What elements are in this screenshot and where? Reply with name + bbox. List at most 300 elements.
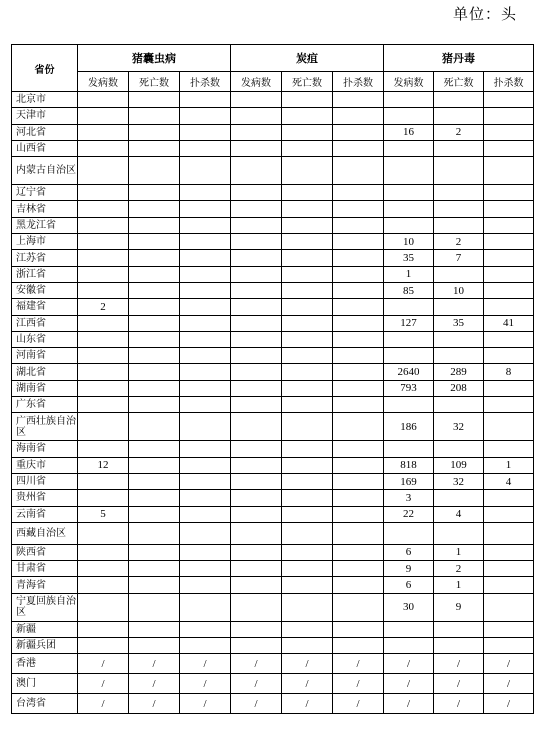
value-cell — [129, 331, 180, 347]
value-cell — [333, 413, 384, 441]
value-cell — [180, 201, 231, 217]
table-row — [12, 299, 534, 315]
province-name: 吉林省 — [12, 201, 78, 217]
province-name: 北京市 — [12, 92, 78, 108]
value-cell — [231, 266, 282, 282]
sub-header-cases: 发病数 — [78, 72, 129, 92]
value-cell — [333, 380, 384, 396]
value-cell — [282, 621, 333, 637]
value-cell — [129, 299, 180, 315]
value-cell — [384, 157, 434, 185]
value-cell — [231, 397, 282, 413]
value-cell — [282, 185, 333, 201]
value-cell — [78, 266, 129, 282]
value-cell — [78, 473, 129, 489]
value-cell — [231, 561, 282, 577]
value-cell — [384, 522, 434, 544]
value-cell — [231, 299, 282, 315]
value-cell — [129, 621, 180, 637]
value-cell — [180, 561, 231, 577]
value-cell — [333, 638, 384, 654]
value-cell — [129, 266, 180, 282]
table-row — [12, 217, 534, 233]
value-cell — [333, 124, 384, 140]
value-cell — [78, 638, 129, 654]
value-cell — [180, 124, 231, 140]
value-cell — [333, 234, 384, 250]
value-cell — [180, 638, 231, 654]
province-name: 重庆市 — [12, 457, 78, 473]
value-cell — [129, 577, 180, 593]
group-header-anthrax: 炭疽 — [231, 45, 384, 72]
value-cell: 9 — [434, 593, 484, 621]
disease-table — [11, 44, 534, 714]
value-cell — [129, 561, 180, 577]
value-cell — [78, 201, 129, 217]
value-cell — [78, 561, 129, 577]
value-cell — [129, 282, 180, 298]
value-cell — [78, 380, 129, 396]
value-cell — [333, 621, 384, 637]
table-row — [12, 201, 534, 217]
table-row — [12, 413, 534, 441]
province-name: 天津市 — [12, 108, 78, 124]
table-row — [12, 185, 534, 201]
value-cell — [129, 185, 180, 201]
table-row — [12, 92, 534, 108]
value-cell: 2640 — [384, 364, 434, 380]
value-cell: 1 — [434, 544, 484, 560]
value-cell — [78, 441, 129, 457]
value-cell — [231, 413, 282, 441]
value-cell: 208 — [434, 380, 484, 396]
value-cell — [434, 140, 484, 156]
table-row — [12, 490, 534, 506]
value-cell: 793 — [384, 380, 434, 396]
value-cell — [78, 522, 129, 544]
unit-label: 单位：头 — [452, 5, 517, 23]
province-name: 青海省 — [12, 577, 78, 593]
value-cell: / — [78, 654, 129, 674]
value-cell: 2 — [434, 561, 484, 577]
value-cell — [434, 108, 484, 124]
province-name: 西藏自治区 — [12, 522, 78, 544]
value-cell — [333, 397, 384, 413]
value-cell — [78, 140, 129, 156]
value-cell — [129, 124, 180, 140]
province-name: 澳门 — [12, 674, 78, 694]
table-row — [12, 457, 534, 473]
value-cell — [333, 92, 384, 108]
table-row — [12, 638, 534, 654]
value-cell — [333, 266, 384, 282]
table-row — [12, 674, 534, 694]
value-cell — [484, 140, 534, 156]
table-row — [12, 506, 534, 522]
value-cell — [78, 185, 129, 201]
value-cell — [282, 234, 333, 250]
table-row — [12, 124, 534, 140]
value-cell: 2 — [434, 124, 484, 140]
sub-header-culled: 扑杀数 — [180, 72, 231, 92]
value-cell — [484, 331, 534, 347]
value-cell — [78, 577, 129, 593]
value-cell — [484, 397, 534, 413]
value-cell — [129, 140, 180, 156]
province-name: 湖南省 — [12, 380, 78, 396]
value-cell — [180, 108, 231, 124]
value-cell — [434, 299, 484, 315]
province-name: 福建省 — [12, 299, 78, 315]
value-cell: 4 — [434, 506, 484, 522]
value-cell: 1 — [384, 266, 434, 282]
sub-header-deaths: 死亡数 — [434, 72, 484, 92]
table-row — [12, 140, 534, 156]
value-cell — [484, 234, 534, 250]
value-cell — [231, 234, 282, 250]
group-header-erysipelas: 猪丹毒 — [384, 45, 534, 72]
value-cell: 22 — [384, 506, 434, 522]
value-cell — [333, 506, 384, 522]
value-cell — [484, 441, 534, 457]
value-cell — [180, 234, 231, 250]
table-row — [12, 577, 534, 593]
value-cell — [231, 140, 282, 156]
value-cell — [78, 217, 129, 233]
value-cell: 127 — [384, 315, 434, 331]
value-cell — [484, 124, 534, 140]
value-cell — [484, 201, 534, 217]
value-cell — [180, 577, 231, 593]
value-cell — [384, 108, 434, 124]
value-cell — [231, 457, 282, 473]
value-cell: 5 — [78, 506, 129, 522]
value-cell — [333, 490, 384, 506]
value-cell — [484, 380, 534, 396]
value-cell — [180, 250, 231, 266]
value-cell: / — [434, 654, 484, 674]
value-cell — [333, 140, 384, 156]
value-cell: 16 — [384, 124, 434, 140]
province-name: 安徽省 — [12, 282, 78, 298]
province-header: 省份 — [12, 45, 78, 92]
value-cell — [484, 185, 534, 201]
value-cell — [484, 413, 534, 441]
province-name: 四川省 — [12, 473, 78, 489]
value-cell — [282, 348, 333, 364]
value-cell — [282, 217, 333, 233]
value-cell — [180, 380, 231, 396]
province-name: 河南省 — [12, 348, 78, 364]
value-cell: / — [180, 654, 231, 674]
value-cell — [282, 506, 333, 522]
value-cell — [282, 140, 333, 156]
value-cell — [129, 544, 180, 560]
sub-header-culled: 扑杀数 — [333, 72, 384, 92]
value-cell — [282, 201, 333, 217]
value-cell — [384, 397, 434, 413]
value-cell — [231, 282, 282, 298]
value-cell — [282, 593, 333, 621]
value-cell: / — [384, 654, 434, 674]
value-cell — [333, 364, 384, 380]
value-cell: 6 — [384, 577, 434, 593]
table-row — [12, 315, 534, 331]
value-cell — [282, 441, 333, 457]
value-cell — [180, 185, 231, 201]
table-row — [12, 234, 534, 250]
value-cell — [78, 282, 129, 298]
value-cell: 32 — [434, 473, 484, 489]
value-cell: 35 — [384, 250, 434, 266]
value-cell — [282, 413, 333, 441]
value-cell — [434, 441, 484, 457]
value-cell — [129, 157, 180, 185]
value-cell — [78, 621, 129, 637]
value-cell: / — [282, 674, 333, 694]
value-cell — [231, 506, 282, 522]
value-cell — [180, 544, 231, 560]
value-cell — [180, 140, 231, 156]
value-cell — [434, 157, 484, 185]
value-cell — [180, 266, 231, 282]
value-cell — [434, 217, 484, 233]
value-cell: 169 — [384, 473, 434, 489]
value-cell — [78, 315, 129, 331]
value-cell — [180, 522, 231, 544]
value-cell — [231, 92, 282, 108]
value-cell — [384, 185, 434, 201]
value-cell — [231, 364, 282, 380]
table-row — [12, 157, 534, 185]
value-cell: 41 — [484, 315, 534, 331]
value-cell — [231, 380, 282, 396]
value-cell — [333, 441, 384, 457]
value-cell — [282, 124, 333, 140]
value-cell — [434, 266, 484, 282]
value-cell: 2 — [434, 234, 484, 250]
value-cell — [333, 348, 384, 364]
table-row — [12, 441, 534, 457]
province-name: 山东省 — [12, 331, 78, 347]
value-cell — [231, 638, 282, 654]
value-cell — [129, 201, 180, 217]
value-cell — [180, 397, 231, 413]
province-name: 新疆兵团 — [12, 638, 78, 654]
value-cell — [231, 621, 282, 637]
value-cell — [333, 593, 384, 621]
value-cell — [384, 348, 434, 364]
province-name: 浙江省 — [12, 266, 78, 282]
value-cell: / — [434, 674, 484, 694]
value-cell: 109 — [434, 457, 484, 473]
value-cell: 10 — [434, 282, 484, 298]
value-cell — [231, 490, 282, 506]
value-cell: 2 — [78, 299, 129, 315]
province-name: 河北省 — [12, 124, 78, 140]
value-cell — [129, 457, 180, 473]
value-cell — [484, 522, 534, 544]
sub-header-culled: 扑杀数 — [484, 72, 534, 92]
value-cell — [384, 201, 434, 217]
value-cell — [282, 250, 333, 266]
value-cell — [129, 348, 180, 364]
value-cell — [129, 380, 180, 396]
value-cell: / — [282, 694, 333, 714]
value-cell: / — [180, 674, 231, 694]
value-cell: / — [231, 654, 282, 674]
value-cell — [129, 522, 180, 544]
value-cell — [78, 490, 129, 506]
value-cell — [333, 217, 384, 233]
value-cell — [180, 299, 231, 315]
value-cell — [180, 331, 231, 347]
province-name: 湖北省 — [12, 364, 78, 380]
province-name: 贵州省 — [12, 490, 78, 506]
value-cell — [180, 490, 231, 506]
value-cell — [78, 593, 129, 621]
value-cell — [333, 561, 384, 577]
value-cell — [282, 473, 333, 489]
province-name: 新疆 — [12, 621, 78, 637]
value-cell — [231, 593, 282, 621]
value-cell: 6 — [384, 544, 434, 560]
value-cell: 289 — [434, 364, 484, 380]
value-cell — [78, 397, 129, 413]
value-cell — [484, 250, 534, 266]
value-cell: 1 — [484, 457, 534, 473]
value-cell — [282, 577, 333, 593]
value-cell — [384, 441, 434, 457]
sub-header-cases: 发病数 — [384, 72, 434, 92]
value-cell — [434, 201, 484, 217]
value-cell — [384, 621, 434, 637]
value-cell — [231, 108, 282, 124]
value-cell: / — [129, 694, 180, 714]
table-row — [12, 621, 534, 637]
value-cell: 3 — [384, 490, 434, 506]
value-cell: 12 — [78, 457, 129, 473]
value-cell — [231, 250, 282, 266]
value-cell — [282, 266, 333, 282]
value-cell — [282, 638, 333, 654]
value-cell: 10 — [384, 234, 434, 250]
value-cell — [180, 457, 231, 473]
value-cell — [484, 157, 534, 185]
value-cell — [333, 250, 384, 266]
value-cell — [231, 473, 282, 489]
value-cell — [282, 315, 333, 331]
value-cell — [484, 544, 534, 560]
province-name: 云南省 — [12, 506, 78, 522]
value-cell: / — [333, 694, 384, 714]
value-cell — [231, 201, 282, 217]
value-cell — [231, 157, 282, 185]
sub-header-cases: 发病数 — [231, 72, 282, 92]
value-cell — [384, 299, 434, 315]
value-cell: 30 — [384, 593, 434, 621]
value-cell — [78, 124, 129, 140]
table-row — [12, 694, 534, 714]
value-cell — [78, 108, 129, 124]
value-cell — [129, 92, 180, 108]
province-name: 山西省 — [12, 140, 78, 156]
value-cell — [129, 441, 180, 457]
value-cell — [434, 638, 484, 654]
value-cell — [180, 593, 231, 621]
province-name: 黑龙江省 — [12, 217, 78, 233]
value-cell — [434, 522, 484, 544]
province-name: 广东省 — [12, 397, 78, 413]
table-row — [12, 331, 534, 347]
value-cell: 186 — [384, 413, 434, 441]
value-cell: 4 — [484, 473, 534, 489]
value-cell — [484, 266, 534, 282]
value-cell — [282, 108, 333, 124]
value-cell — [129, 217, 180, 233]
value-cell: 85 — [384, 282, 434, 298]
value-cell: / — [180, 694, 231, 714]
value-cell: / — [384, 694, 434, 714]
group-header-cysticercosis: 猪囊虫病 — [78, 45, 231, 72]
value-cell — [180, 157, 231, 185]
value-cell: 818 — [384, 457, 434, 473]
value-cell — [282, 299, 333, 315]
value-cell: / — [333, 654, 384, 674]
province-name: 香港 — [12, 654, 78, 674]
value-cell: / — [434, 694, 484, 714]
value-cell — [333, 299, 384, 315]
value-cell — [484, 217, 534, 233]
value-cell — [282, 331, 333, 347]
value-cell — [78, 348, 129, 364]
table-row — [12, 364, 534, 380]
table-row — [12, 522, 534, 544]
value-cell — [78, 331, 129, 347]
value-cell — [180, 621, 231, 637]
value-cell — [333, 108, 384, 124]
value-cell — [282, 397, 333, 413]
value-cell — [231, 348, 282, 364]
value-cell — [129, 490, 180, 506]
value-cell — [78, 413, 129, 441]
value-cell — [180, 315, 231, 331]
value-cell — [384, 331, 434, 347]
value-cell — [384, 217, 434, 233]
value-cell — [129, 250, 180, 266]
value-cell — [434, 490, 484, 506]
value-cell — [434, 331, 484, 347]
province-name: 台湾省 — [12, 694, 78, 714]
value-cell — [333, 157, 384, 185]
value-cell: / — [78, 674, 129, 694]
value-cell: / — [484, 654, 534, 674]
table-row — [12, 397, 534, 413]
value-cell — [282, 544, 333, 560]
value-cell — [78, 157, 129, 185]
value-cell — [180, 506, 231, 522]
value-cell — [384, 92, 434, 108]
value-cell — [129, 413, 180, 441]
value-cell: / — [484, 694, 534, 714]
value-cell — [231, 315, 282, 331]
value-cell — [231, 522, 282, 544]
value-cell — [434, 185, 484, 201]
value-cell — [231, 217, 282, 233]
value-cell — [484, 282, 534, 298]
table-body — [12, 92, 534, 714]
value-cell — [78, 364, 129, 380]
